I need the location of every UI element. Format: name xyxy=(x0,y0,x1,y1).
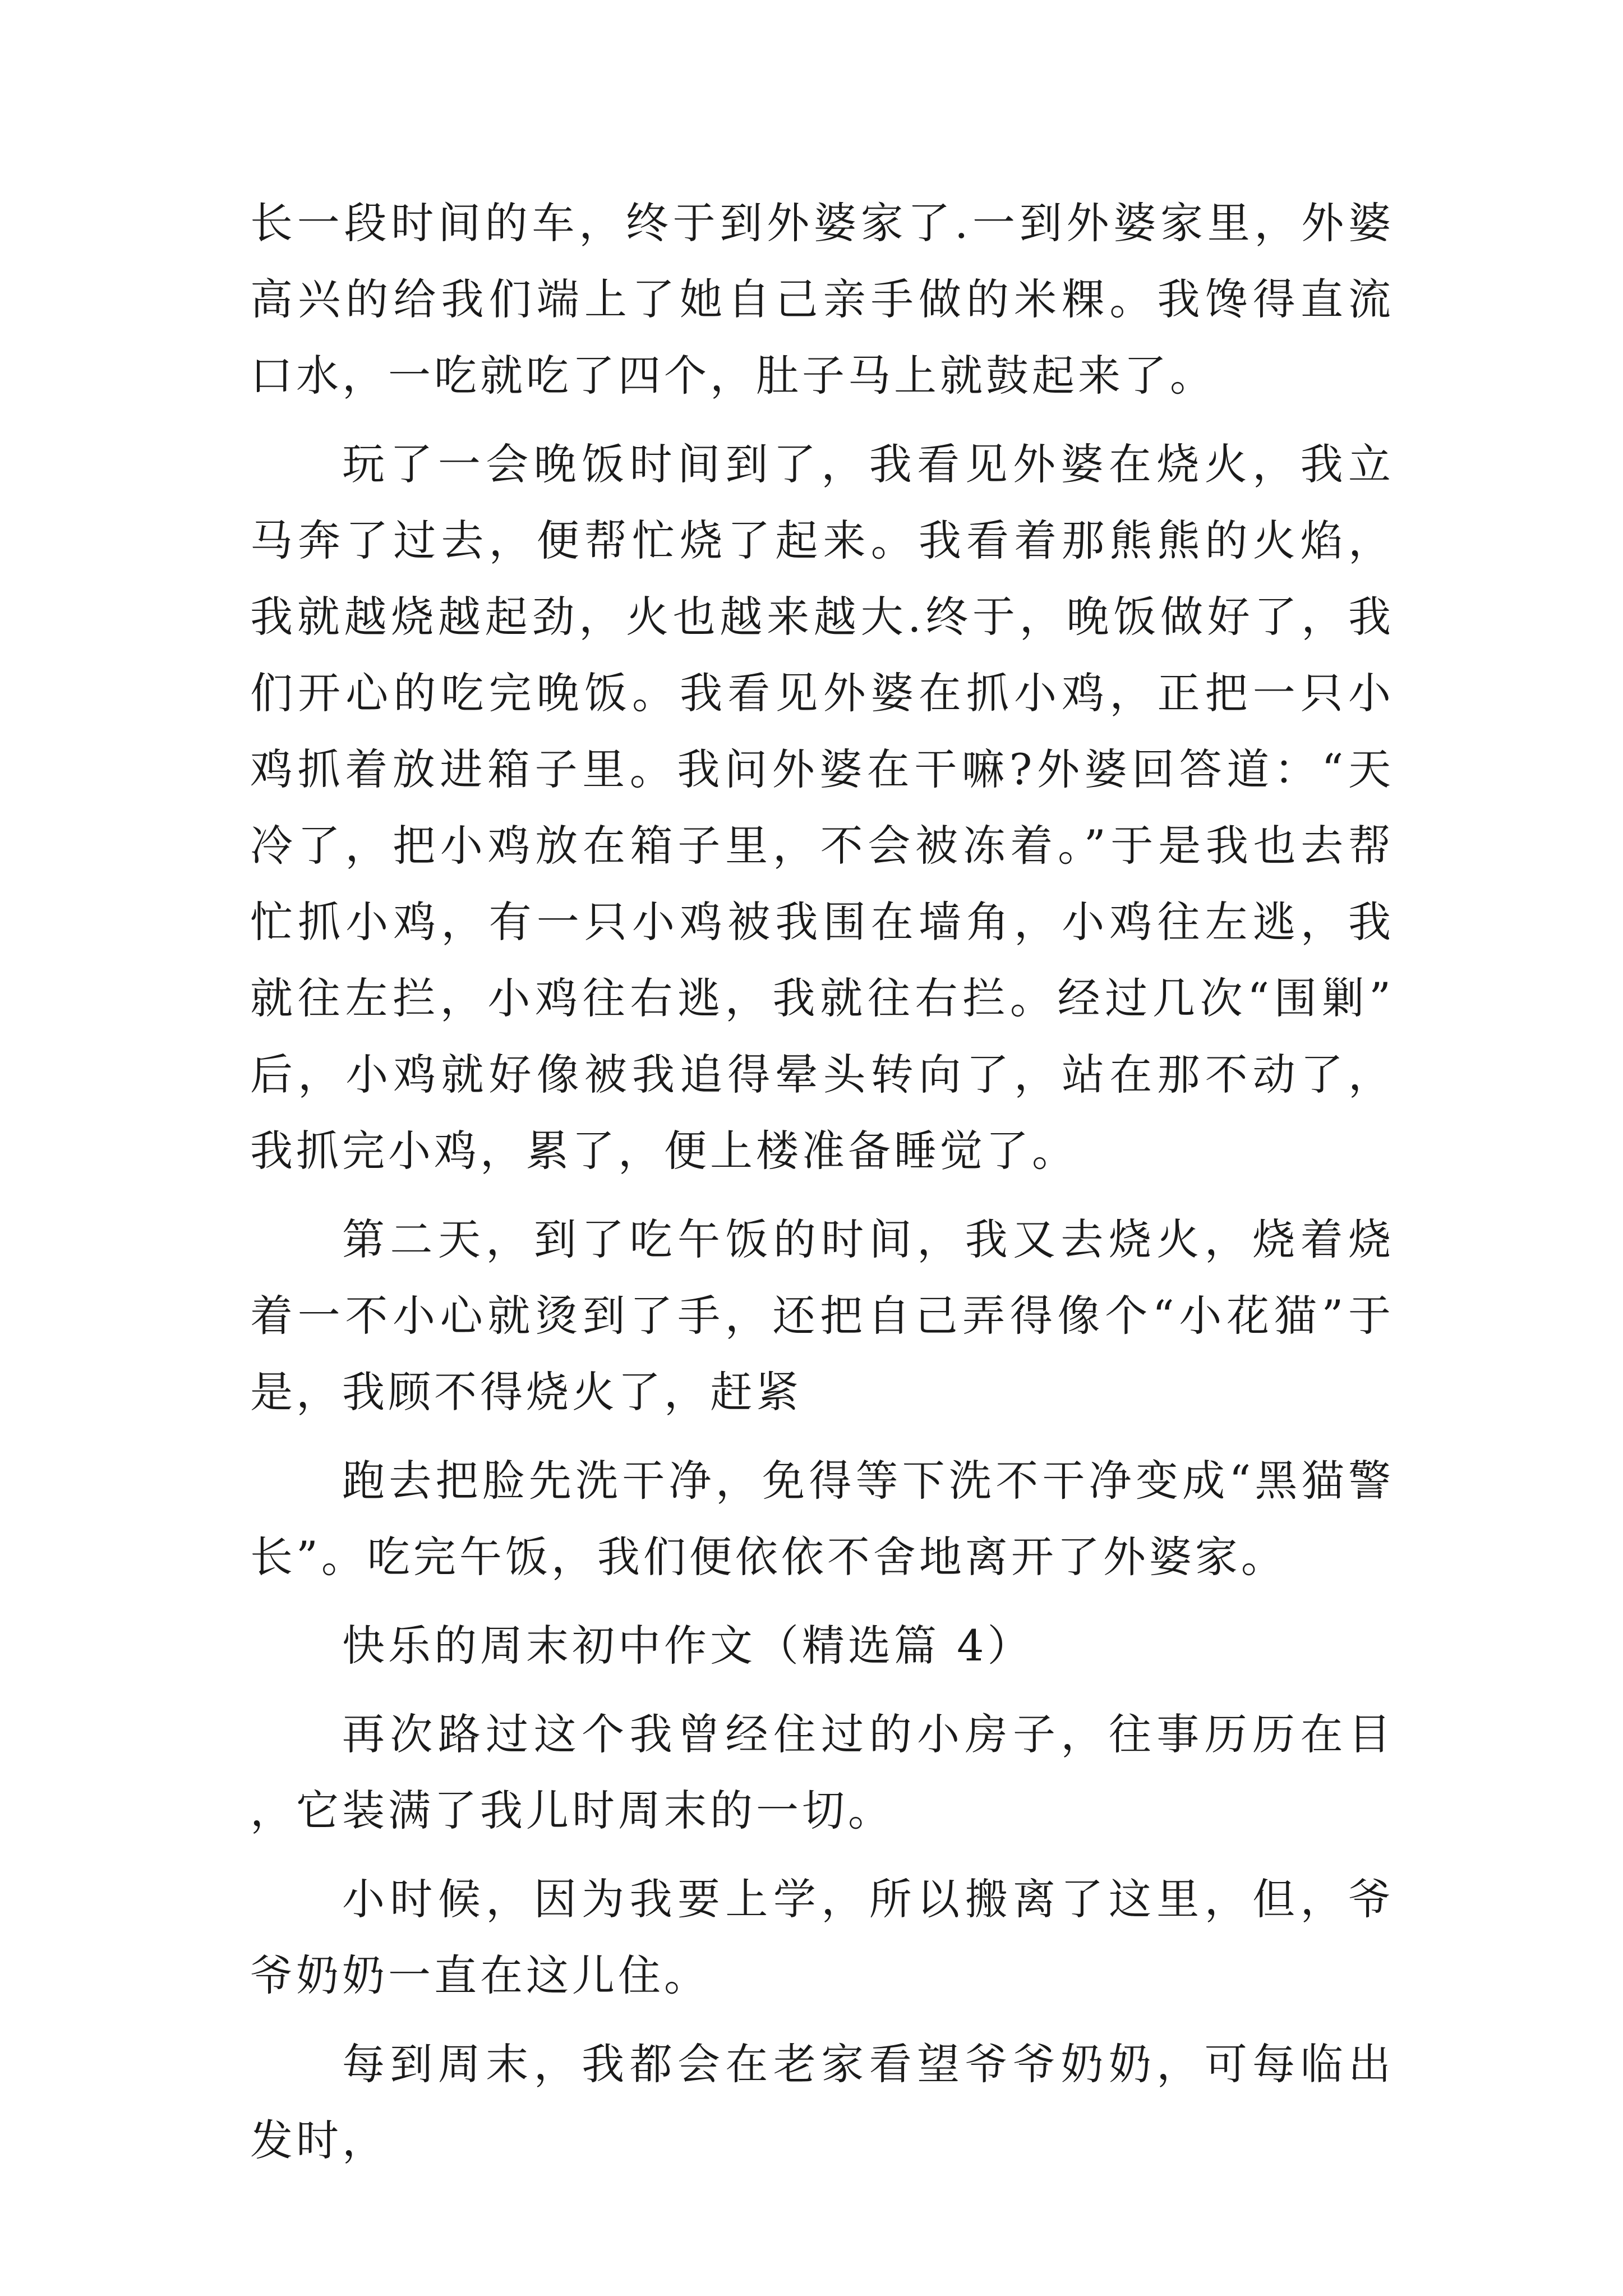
section-heading: 快乐的周末初中作文（精选篇 4） xyxy=(342,1621,1034,1671)
paragraph-2: 玩了一会晚饭时间到了，我看见外婆在烧火，我立马奔了过去，便帮忙烧了起来。我看着那熊熊的火焰，我就越烧越起劲，火也越来越大.终于，晚饭做好了，我们开心的吃完晚饭。我看见外婆在抓小鸡，正把一只小鸡抓着放进箱子里。我问外婆在干嘛?外婆回答道：“天冷了，把小鸡放在箱子里，不会被冻着。”于是我也去帮忙抓小鸡，有一只小鸡被我围在墙角，小鸡往左逃，我就往左拦，小鸡往右逃，我就往右拦。经过几次“围剿”后，小鸡就好像被我追得晕头转向了，站在那不动了，我抓完小鸡，累了，便上楼准备睡觉了。 xyxy=(250,439,1394,1176)
paragraph-3: 第二天，到了吃午饭的时间，我又去烧火，烧着烧着一不小心就烫到了手，还把自己弄得像个“小花猫”于是，我顾不得烧火了，赶紧 xyxy=(250,1214,1394,1417)
essay-body xyxy=(250,185,1394,2179)
paragraph-4: 跑去把脸先洗干净，免得等下洗不干净变成“黑猫警长”。吃完午饭，我们便依依不舍地离开了外婆家。 xyxy=(250,1456,1394,1582)
paragraph-1: 长一段时间的车，终于到外婆家了.一到外婆家里，外婆高兴的给我们端上了她自己亲手做的米粿。我馋得直流口水，一吃就吃了四个，肚子马上就鼓起来了。 xyxy=(250,198,1394,401)
paragraph-7: 小时候，因为我要上学，所以搬离了这里，但，爷爷奶奶一直在这儿住。 xyxy=(250,1874,1394,2000)
paragraph-6: 再次路过这个我曾经住过的小房子，往事历历在目，它装满了我儿时周末的一切。 xyxy=(250,1709,1394,1835)
paragraph-8: 每到周末，我都会在老家看望爷爷奶奶，可每临出发时， xyxy=(250,2039,1394,2165)
